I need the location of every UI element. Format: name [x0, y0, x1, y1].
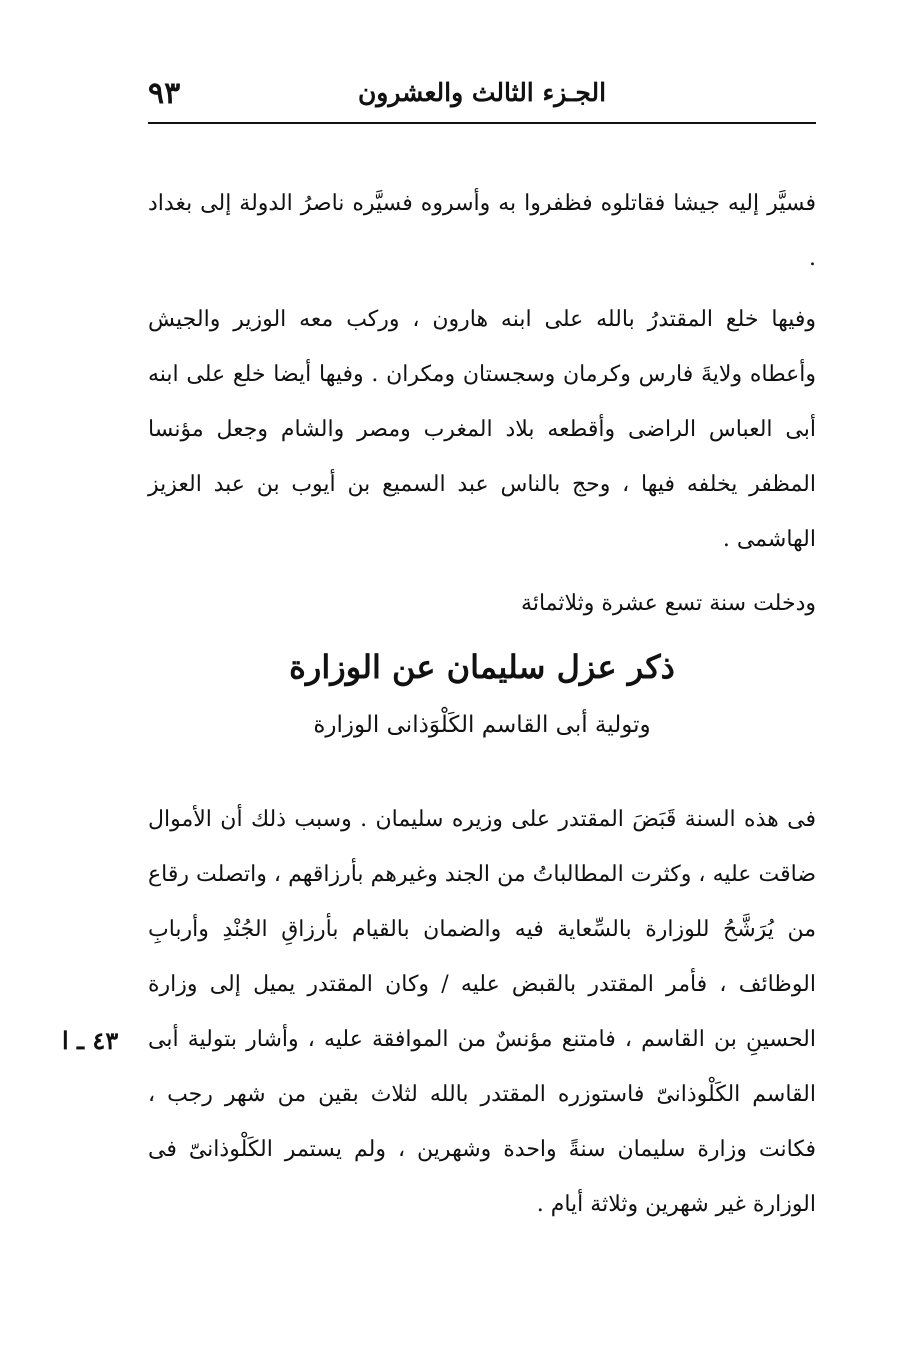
- paragraph-1: فسيَّر إليه جيشا فقاتلوه فظفروا به وأسروه فسيَّره ناصرُ الدولة إلى بغداد .: [148, 191, 816, 271]
- section-body: فى هذه السنة قَبَضَ المقتدر على وزيره سليمان . وسبب ذلك أن الأموال ضاقت عليه ، وكثرت المطالباتُ من الجند وغيرهم بأرزاقهم ، واتصلت رقاع من يُرَشَّحُ للوزارة بالسِّعاية فيه والضمان بالقيام بأرزاقِ الجُنْدِ وأربابِ الوظائف ، فأمر المقتدر بالقبض عليه / وكان المقتدر يميل إلى وزارة الحسينِ بن القاسم ، فامتنع مؤنسٌ من الموافقة عليه ، وأشار بتولية أبى القاسم الكَلْوذانىّ فاستوزره المقتدر بالله لثلاث بقين من شهر رجب ، فكانت وزارة سليمان سنةً واحدة وشهرين ، ولم يستمر الكَلْوذانىّ فى الوزارة غير شهرين وثلاثة أيام .: [148, 807, 817, 1217]
- section-subtitle: وتولية أبى القاسم الكَلْوَذانى الوزارة: [313, 712, 651, 738]
- header-rule: [148, 122, 816, 124]
- paragraph-3: ودخلت سنة تسع عشرة وثلاثمائة: [521, 591, 816, 616]
- page-header: [148, 72, 816, 118]
- section-title: ذكر عزل سليمان عن الوزارة: [289, 648, 675, 686]
- page-number: ٩٣: [148, 76, 181, 111]
- paragraph-2: وفيها خلع المقتدرُ بالله على ابنه هارون ، وركب معه الوزير والجيش وأعطاه ولايةَ فارس وكرمان وسجستان ومكران . وفيها أيضا خلع على ابنه أبى العباس الراضى وأقطعه بلاد المغرب ومصر والشام وجعل مؤنسا المظفر يخلفه فيها ، وحج بالناس عبد السميع بن أيوب بن عبد العزيز الهاشمى .: [148, 307, 816, 552]
- running-title: الجـزء الثالث والعشرون: [357, 78, 607, 107]
- margin-note: ٤٣ ـ ا: [62, 1026, 119, 1055]
